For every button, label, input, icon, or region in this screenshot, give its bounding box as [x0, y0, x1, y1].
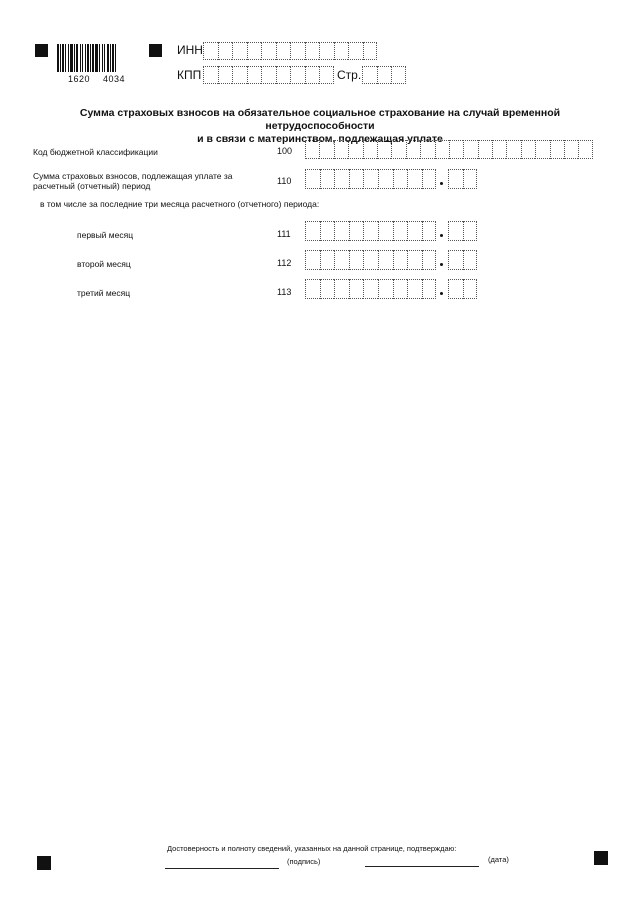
input-cell[interactable]: [319, 66, 334, 84]
input-cell[interactable]: [305, 42, 320, 60]
input-cell[interactable]: [334, 279, 349, 299]
input-cell[interactable]: [492, 140, 506, 159]
input-cell[interactable]: [305, 169, 320, 189]
section-title-line-2: и в связи с материнством, подлежащая уплате: [197, 133, 443, 145]
total-label: [33, 171, 233, 191]
input-cell[interactable]: [578, 140, 592, 159]
decimal-point: [440, 234, 443, 237]
input-cell[interactable]: [305, 140, 319, 159]
kbk-field[interactable]: [305, 140, 593, 159]
signature-line[interactable]: [165, 868, 279, 869]
input-cell[interactable]: [448, 169, 463, 189]
input-cell[interactable]: [391, 140, 405, 159]
input-cell[interactable]: [407, 250, 422, 270]
input-cell[interactable]: [393, 221, 408, 241]
registration-marker-top-left: [35, 44, 48, 57]
input-cell[interactable]: [218, 66, 233, 84]
decimal-point: [440, 263, 443, 266]
input-cell[interactable]: [305, 250, 320, 270]
input-cell[interactable]: [203, 42, 218, 60]
input-cell[interactable]: [406, 140, 420, 159]
kbk-label: Код бюджетной классификации: [33, 147, 158, 157]
input-cell[interactable]: [348, 140, 362, 159]
input-cell[interactable]: [363, 279, 378, 299]
input-cell[interactable]: [463, 169, 478, 189]
input-cell[interactable]: [378, 221, 393, 241]
inn-field[interactable]: [203, 42, 377, 60]
input-cell[interactable]: [247, 42, 262, 60]
month3-kopecks-field[interactable]: [448, 279, 477, 299]
date-label: (дата): [488, 855, 509, 864]
input-cell[interactable]: [276, 42, 291, 60]
decimal-point: [440, 182, 443, 185]
input-cell[interactable]: [334, 42, 349, 60]
input-cell[interactable]: [349, 279, 364, 299]
input-cell[interactable]: [564, 140, 578, 159]
input-cell[interactable]: [448, 250, 463, 270]
input-cell[interactable]: [320, 279, 335, 299]
total-kopecks-field[interactable]: [448, 169, 477, 189]
input-cell[interactable]: [521, 140, 535, 159]
input-cell[interactable]: [320, 169, 335, 189]
confirm-text: Достоверность и полноту сведений, указанных на данной странице, подтверждаю:: [167, 844, 457, 853]
input-cell[interactable]: [422, 169, 437, 189]
input-cell[interactable]: [305, 279, 320, 299]
month3-rubles-field[interactable]: [305, 279, 436, 299]
input-cell[interactable]: [363, 221, 378, 241]
input-cell[interactable]: [334, 169, 349, 189]
total-code: 110: [277, 176, 292, 186]
month3-code: 113: [277, 287, 292, 297]
input-cell[interactable]: [334, 221, 349, 241]
page-label: Стр.: [337, 68, 362, 82]
input-cell[interactable]: [349, 169, 364, 189]
input-cell[interactable]: [320, 250, 335, 270]
decimal-point: [440, 292, 443, 295]
input-cell[interactable]: [422, 279, 437, 299]
input-cell[interactable]: [232, 66, 247, 84]
month1-kopecks-field[interactable]: [448, 221, 477, 241]
inn-label: ИНН: [177, 43, 203, 57]
input-cell[interactable]: [349, 221, 364, 241]
input-cell[interactable]: [448, 221, 463, 241]
input-cell[interactable]: [363, 42, 378, 60]
signature-label: (подпись): [287, 857, 321, 866]
input-cell[interactable]: [463, 279, 478, 299]
input-cell[interactable]: [377, 66, 392, 84]
total-rubles-field[interactable]: [305, 169, 436, 189]
input-cell[interactable]: [407, 169, 422, 189]
input-cell[interactable]: [305, 221, 320, 241]
section-title-line-1: Сумма страховых взносов на обязательное социальное страхование на случай временной нетрудоспособности: [79, 107, 561, 132]
input-cell[interactable]: [422, 221, 437, 241]
input-cell[interactable]: [276, 66, 291, 84]
barcode-number-right: 4034: [103, 74, 126, 84]
input-cell[interactable]: [334, 140, 348, 159]
input-cell[interactable]: [261, 66, 276, 84]
input-cell[interactable]: [349, 250, 364, 270]
input-cell[interactable]: [363, 169, 378, 189]
input-cell[interactable]: [334, 250, 349, 270]
input-cell[interactable]: [550, 140, 564, 159]
input-cell[interactable]: [420, 140, 434, 159]
input-cell[interactable]: [232, 42, 247, 60]
month2-kopecks-field[interactable]: [448, 250, 477, 270]
input-cell[interactable]: [290, 42, 305, 60]
input-cell[interactable]: [218, 42, 233, 60]
barcode: [57, 44, 139, 77]
month1-code: 111: [277, 229, 291, 239]
input-cell[interactable]: [393, 250, 408, 270]
input-cell[interactable]: [393, 279, 408, 299]
input-cell[interactable]: [247, 66, 262, 84]
month1-rubles-field[interactable]: [305, 221, 436, 241]
registration-marker-bottom-right: [594, 851, 608, 865]
month3-label: третий месяц: [77, 288, 131, 298]
including-note: в том числе за последние три месяца расчетного (отчетного) периода:: [40, 199, 320, 209]
input-cell[interactable]: [363, 140, 377, 159]
input-cell[interactable]: [319, 140, 333, 159]
date-line[interactable]: [365, 866, 479, 867]
barcode-number-left: 1620: [68, 74, 91, 84]
input-cell[interactable]: [203, 66, 218, 84]
input-cell[interactable]: [449, 140, 463, 159]
input-cell[interactable]: [391, 66, 406, 84]
input-cell[interactable]: [435, 140, 449, 159]
input-cell[interactable]: [463, 221, 478, 241]
kpp-label: КПП: [177, 68, 202, 82]
month2-rubles-field[interactable]: [305, 250, 436, 270]
input-cell[interactable]: [478, 140, 492, 159]
input-cell[interactable]: [305, 66, 320, 84]
registration-marker-bottom-left: [37, 856, 51, 870]
kbk-code: 100: [277, 146, 293, 156]
input-cell[interactable]: [320, 221, 335, 241]
kpp-field[interactable]: [203, 66, 334, 84]
total-label-line-1: Сумма страховых взносов, подлежащая уплате за: [33, 171, 233, 181]
input-cell[interactable]: [506, 140, 520, 159]
input-cell[interactable]: [535, 140, 549, 159]
input-cell[interactable]: [407, 279, 422, 299]
input-cell[interactable]: [378, 250, 393, 270]
input-cell[interactable]: [377, 140, 391, 159]
input-cell[interactable]: [422, 250, 437, 270]
input-cell[interactable]: [362, 66, 377, 84]
input-cell[interactable]: [407, 221, 422, 241]
registration-marker-top-middle: [149, 44, 162, 57]
input-cell[interactable]: [319, 42, 334, 60]
month2-code: 112: [277, 258, 292, 268]
input-cell[interactable]: [290, 66, 305, 84]
input-cell[interactable]: [393, 169, 408, 189]
input-cell[interactable]: [348, 42, 363, 60]
month1-label: первый месяц: [77, 230, 134, 240]
input-cell[interactable]: [261, 42, 276, 60]
input-cell[interactable]: [463, 250, 478, 270]
page-number-field[interactable]: [362, 66, 406, 84]
input-cell[interactable]: [448, 279, 463, 299]
input-cell[interactable]: [378, 169, 393, 189]
total-label-line-2: расчетный (отчетный) период: [33, 181, 151, 191]
month2-label: второй месяц: [77, 259, 131, 269]
input-cell[interactable]: [463, 140, 477, 159]
input-cell[interactable]: [378, 279, 393, 299]
input-cell[interactable]: [363, 250, 378, 270]
